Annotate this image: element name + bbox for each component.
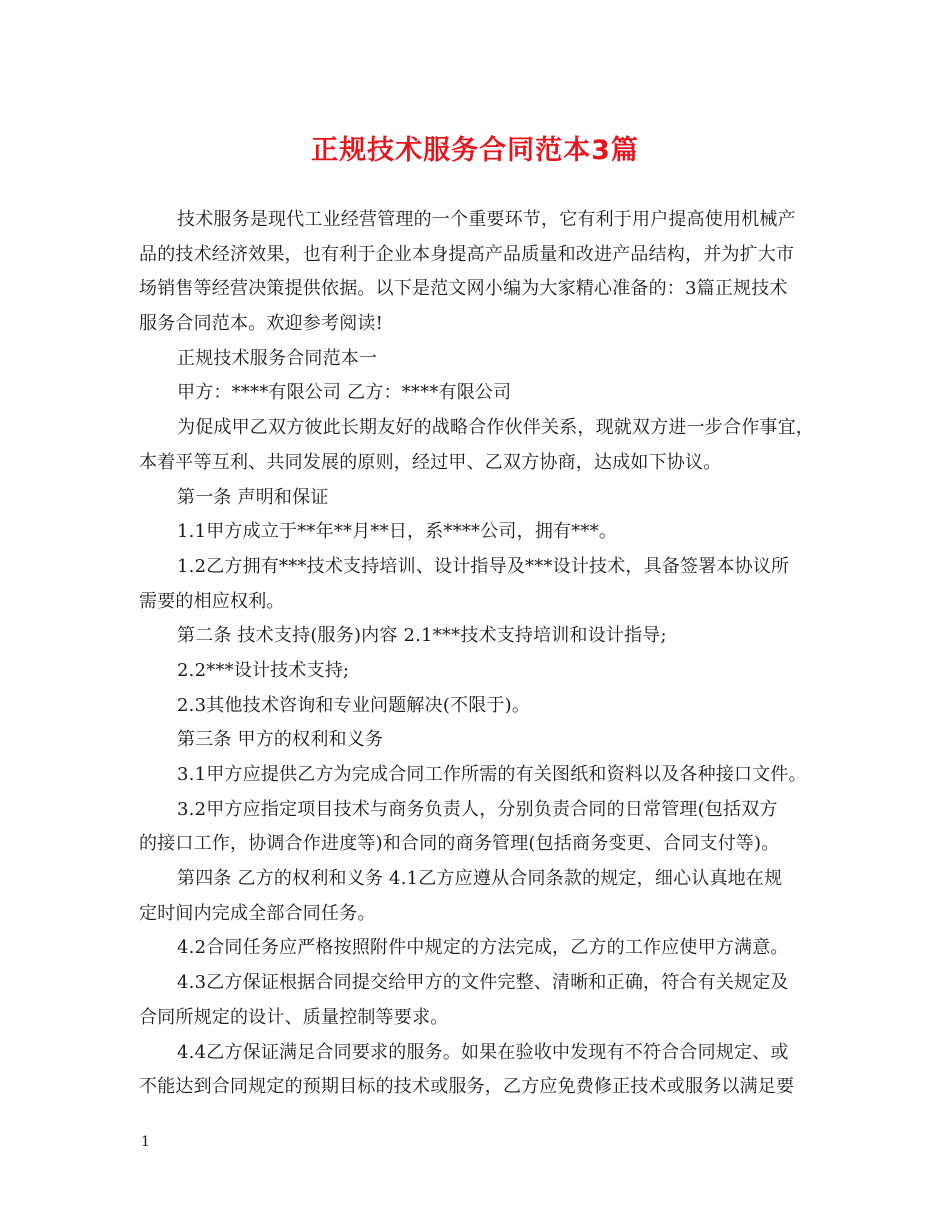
text-line: 为促成甲乙双方彼此长期友好的战略合作伙伴关系，现就双方进一步合作事宜， [177,417,814,439]
text-line: 本着平等互利、共同发展的原则，经过甲、乙双方协商，达成如下协议。 [139,451,722,473]
page-number: 1 [141,1134,150,1150]
text-line: 正规技术服务合同范本一 [177,347,378,369]
text-line: 3.2甲方应指定项目技术与商务负责人，分别负责合同的日常管理(包括双方 [177,798,778,820]
document-title: 正规技术服务合同范本3篇 [311,135,639,166]
text-line: 定时间内完成全部合同任务。 [139,902,376,924]
text-line: 2.2***设计技术支持; [177,659,350,681]
text-line: 技术服务是现代工业经营管理的一个重要环节，它有利于用户提高使用机械产 [177,209,796,230]
text-line: 第一条 声明和保证 [177,486,329,508]
document-body [139,203,829,1105]
text-line: 品的技术经济效果，也有利于企业本身提高产品质量和改进产品结构，并为扩大市 [139,243,795,265]
text-line: 2.3其他技术咨询和专业问题解决(不限于)。 [177,694,531,716]
text-line: 1.1甲方成立于**年**月**日，系****公司，拥有***。 [177,521,618,543]
text-line: 4.2合同任务应严格按照附件中规定的方法完成，乙方的工作应使甲方满意。 [177,937,789,959]
text-line: 的接口工作，协调合作进度等)和合同的商务管理(包括商务变更、合同支付等)。 [139,833,780,855]
text-line: 需要的相应权利。 [139,590,285,612]
text-line: 1.2乙方拥有***技术支持培训、设计指导及***设计技术，具备签署本协议所 [177,555,790,577]
text-line: 第四条 乙方的权利和义务 4.1乙方应遵从合同条款的规定，细心认真地在规 [177,868,783,890]
text-line: 3.1甲方应提供乙方为完成合同工作所需的有关图纸和资料以及各种接口文件。 [177,764,807,785]
text-line: 第二条 技术支持(服务)内容 2.1***技术支持培训和设计指导; [177,625,667,647]
text-line: 甲方：****有限公司 乙方：****有限公司 [177,382,512,404]
text-line: 第三条 甲方的权利和义务 [177,729,384,751]
text-line: 服务合同范本。欢迎参考阅读! [139,313,384,335]
text-line: 合同所规定的设计、质量控制等要求。 [139,1006,449,1028]
text-line: 不能达到合同规定的预期目标的技术或服务，乙方应免费修正技术或服务以满足要 [139,1076,795,1098]
text-line: 4.3乙方保证根据合同提交给甲方的文件完整、清晰和正确，符合有关规定及 [177,972,789,994]
text-line: 场销售等经营决策提供依据。以下是范文网小编为大家精心准备的：3篇正规技术 [139,278,788,300]
text-line: 4.4乙方保证满足合同要求的服务。如果在验收中发现有不符合合同规定、或 [177,1041,789,1063]
